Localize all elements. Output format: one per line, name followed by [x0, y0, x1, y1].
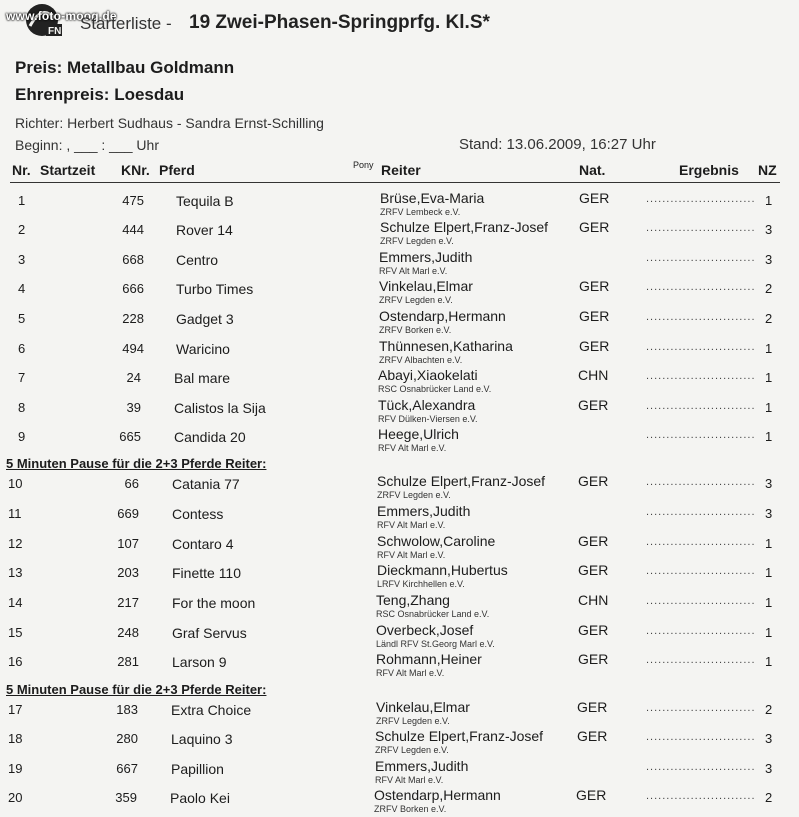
row-knr: 107: [117, 536, 139, 551]
row-nat: GER: [576, 787, 607, 803]
row-knr: 217: [117, 595, 139, 610]
row-reiter: Emmers,Judith: [375, 758, 469, 774]
table-row: [0, 562, 799, 592]
row-knr: 359: [115, 790, 137, 805]
row-reiter: Vinkelau,Elmar: [379, 278, 473, 294]
row-nr: 2: [18, 222, 26, 237]
row-reiter: Emmers,Judith: [379, 249, 473, 265]
row-knr: 667: [116, 761, 138, 776]
pause-note: 5 Minuten Pause für die 2+3 Pferde Reiter:: [6, 682, 267, 697]
row-nz: 3: [765, 761, 773, 776]
row-knr: 666: [122, 281, 144, 296]
row-club: ZRFV Lembeck e.V.: [380, 207, 461, 217]
row-nr: 3: [18, 252, 26, 267]
row-nz: 3: [765, 252, 773, 267]
row-pferd: Graf Servus: [172, 625, 247, 641]
row-nz: 1: [765, 536, 773, 551]
row-pferd: Finette 110: [172, 565, 242, 581]
row-reiter: Schulze Elpert,Franz-Josef: [377, 473, 546, 489]
row-reiter: Vinkelau,Elmar: [376, 699, 470, 715]
row-nr: 19: [8, 761, 23, 776]
row-ergebnis: ...........................: [646, 731, 756, 743]
table-row: [0, 622, 799, 652]
row-nr: 17: [8, 702, 23, 717]
row-knr: 665: [119, 429, 141, 444]
row-knr: 494: [122, 341, 144, 356]
row-nat: GER: [579, 308, 610, 324]
row-ergebnis: ...........................: [646, 476, 756, 488]
row-nr: 20: [8, 790, 23, 805]
row-ergebnis: ...........................: [646, 193, 756, 205]
header-knr: KNr.: [121, 162, 150, 178]
row-nz: 3: [765, 731, 773, 746]
row-nat: GER: [578, 562, 609, 578]
row-nr: 8: [18, 400, 26, 415]
row-knr: 669: [117, 506, 139, 521]
table-row: [0, 758, 799, 788]
row-nz: 3: [765, 222, 773, 237]
row-nz: 2: [765, 281, 773, 296]
row-ergebnis: ...........................: [646, 222, 756, 234]
row-nz: 3: [765, 506, 773, 521]
row-nz: 1: [765, 400, 773, 415]
row-club: RFV Dülken-Viersen e.V.: [378, 414, 478, 424]
row-reiter: Ostendarp,Hermann: [379, 308, 506, 324]
row-reiter: Heege,Ulrich: [378, 426, 459, 442]
page-title: 19 Zwei-Phasen-Springprfg. Kl.S*: [189, 12, 490, 33]
row-pferd: Laquino 3: [171, 731, 233, 747]
row-nr: 12: [8, 536, 23, 551]
row-club: LRFV Kirchhellen e.V.: [377, 579, 465, 589]
header-pferd: Pferd: [159, 162, 195, 178]
row-nr: 14: [8, 595, 23, 610]
row-club: ZRFV Albachten e.V.: [379, 355, 463, 365]
row-reiter: Schwolow,Caroline: [377, 533, 496, 549]
row-pferd: Calistos la Sija: [174, 400, 266, 416]
row-knr: 183: [116, 702, 138, 717]
table-row: [0, 249, 799, 279]
table-row: [0, 533, 799, 563]
row-nr: 6: [18, 341, 26, 356]
row-knr: 248: [117, 625, 139, 640]
row-knr: 24: [126, 370, 141, 385]
table-row: [0, 397, 799, 427]
preis-heading: Preis: Metallbau Goldmann: [15, 58, 235, 77]
row-ergebnis: ...........................: [646, 536, 756, 548]
row-pferd: For the moon: [172, 595, 256, 611]
row-nat: GER: [577, 728, 608, 744]
row-knr: 280: [116, 731, 138, 746]
row-nr: 11: [8, 506, 22, 521]
row-club: RFV Alt Marl e.V.: [376, 668, 445, 678]
row-pferd: Rover 14: [176, 222, 233, 238]
row-pferd: Contaro 4: [172, 536, 234, 552]
row-club: RFV Alt Marl e.V.: [377, 520, 446, 530]
header-reiter: Reiter: [381, 162, 421, 178]
row-pferd: Catania 77: [172, 476, 240, 492]
row-club: RFV Alt Marl e.V.: [379, 266, 448, 276]
table-row: [0, 787, 799, 817]
row-nz: 1: [765, 429, 773, 444]
header-nz: NZ: [758, 162, 777, 178]
row-ergebnis: ...........................: [646, 565, 756, 577]
header-ergebnis: Ergebnis: [679, 162, 739, 178]
table-row: [0, 426, 799, 456]
row-nz: 2: [765, 311, 773, 326]
row-reiter: Abayi,Xiaokelati: [378, 367, 478, 383]
row-nat: GER: [578, 622, 609, 638]
row-reiter: Schulze Elpert,Franz-Josef: [380, 219, 549, 235]
row-club: ZRFV Legden e.V.: [379, 295, 453, 305]
row-reiter: Rohmann,Heiner: [376, 651, 482, 667]
row-nat: GER: [578, 651, 609, 667]
header-startzeit: Startzeit: [40, 162, 96, 178]
row-nz: 1: [765, 341, 773, 356]
row-club: RSC Osnabrücker Land e.V.: [376, 609, 490, 619]
row-nat: GER: [579, 338, 610, 354]
row-nr: 4: [18, 281, 26, 296]
row-club: RFV Alt Marl e.V.: [375, 775, 444, 785]
row-ergebnis: ...........................: [646, 341, 756, 353]
row-pferd: Waricino: [176, 341, 230, 357]
table-row: [0, 651, 799, 681]
row-club: ZRFV Borken e.V.: [379, 325, 452, 335]
row-pferd: Candida 20: [174, 429, 246, 445]
row-nat: GER: [579, 219, 610, 235]
row-pferd: Turbo Times: [176, 281, 254, 297]
table-row: [0, 367, 799, 397]
row-club: RFV Alt Marl e.V.: [378, 443, 447, 453]
row-nr: 13: [8, 565, 23, 580]
row-pferd: Paolo Kei: [170, 790, 230, 806]
row-club: RSC Osnabrücker Land e.V.: [378, 384, 492, 394]
row-nat: GER: [577, 699, 608, 715]
row-ergebnis: ...........................: [646, 400, 756, 412]
header-nat: Nat.: [579, 162, 606, 178]
row-pferd: Larson 9: [172, 654, 227, 670]
row-nat: GER: [579, 190, 610, 206]
row-pferd: Papillion: [171, 761, 224, 777]
row-knr: 39: [126, 400, 141, 415]
row-nz: 1: [765, 595, 773, 610]
row-knr: 444: [122, 222, 144, 237]
watermark: www.foto-moog.de: [6, 9, 117, 23]
row-club: ZRFV Borken e.V.: [374, 804, 447, 814]
row-nat: GER: [578, 533, 609, 549]
table-row: [0, 338, 799, 368]
row-nr: 1: [18, 193, 26, 208]
row-nz: 1: [765, 625, 773, 640]
richter-line: Richter: Herbert Sudhaus - Sandra Ernst-Schilling: [15, 115, 324, 131]
row-reiter: Ostendarp,Hermann: [374, 787, 501, 803]
row-nr: 10: [8, 476, 23, 491]
row-knr: 66: [124, 476, 139, 491]
row-ergebnis: ...........................: [646, 790, 756, 802]
pause-note: 5 Minuten Pause für die 2+3 Pferde Reiter:: [6, 456, 267, 471]
row-ergebnis: ...........................: [646, 281, 756, 293]
row-pferd: Centro: [176, 252, 219, 268]
header-divider: [10, 182, 780, 183]
row-ergebnis: ...........................: [646, 311, 756, 323]
row-ergebnis: ...........................: [646, 506, 756, 518]
row-nr: 5: [18, 311, 26, 326]
row-ergebnis: ...........................: [646, 429, 756, 441]
row-knr: 668: [122, 252, 144, 267]
row-nr: 18: [8, 731, 23, 746]
row-club: ZRFV Legden e.V.: [375, 745, 449, 755]
row-nat: GER: [579, 278, 610, 294]
row-nz: 2: [765, 790, 773, 805]
row-club: ZRFV Legden e.V.: [376, 716, 450, 726]
row-reiter: Thünnesen,Katharina: [379, 338, 513, 354]
table-row: [0, 503, 799, 533]
row-club: ZRFV Legden e.V.: [377, 490, 451, 500]
row-pferd: Extra Choice: [171, 702, 252, 718]
row-nat: CHN: [578, 367, 609, 383]
row-reiter: Dieckmann,Hubertus: [377, 562, 508, 578]
row-nr: 7: [18, 370, 26, 385]
row-club: ZRFV Legden e.V.: [380, 236, 454, 246]
row-nz: 3: [765, 476, 773, 491]
row-nr: 16: [8, 654, 23, 669]
svg-text:FN: FN: [48, 26, 62, 37]
table-row: [0, 219, 799, 249]
row-reiter: Overbeck,Josef: [376, 622, 474, 638]
row-nr: 9: [18, 429, 26, 444]
row-ergebnis: ...........................: [646, 625, 756, 637]
row-reiter: Brüse,Eva-Maria: [380, 190, 485, 206]
row-pferd: Tequila B: [176, 193, 234, 209]
row-knr: 228: [122, 311, 144, 326]
header-pony: Pony: [353, 160, 374, 170]
row-reiter: Teng,Zhang: [376, 592, 450, 608]
row-pferd: Contess: [172, 506, 224, 522]
header-nr: Nr.: [12, 162, 31, 178]
row-pferd: Bal mare: [174, 370, 231, 386]
row-reiter: Tück,Alexandra: [378, 397, 476, 413]
row-reiter: Emmers,Judith: [377, 503, 471, 519]
row-nat: GER: [578, 473, 609, 489]
row-club: RFV Alt Marl e.V.: [377, 550, 446, 560]
row-knr: 203: [117, 565, 139, 580]
row-ergebnis: ...........................: [646, 595, 756, 607]
row-nz: 2: [765, 702, 773, 717]
row-ergebnis: ...........................: [646, 370, 756, 382]
row-reiter: Schulze Elpert,Franz-Josef: [375, 728, 544, 744]
table-row: [0, 308, 799, 338]
row-nz: 1: [765, 654, 773, 669]
row-nat: CHN: [578, 592, 609, 608]
row-nz: 1: [765, 370, 773, 385]
title-label: Starterliste -: [80, 14, 172, 33]
ehrenpreis-heading: Ehrenpreis: Loesdau: [15, 85, 185, 104]
beginn-line: Beginn: , ___ : ___ Uhr: [15, 137, 159, 153]
stand-line: Stand: 13.06.2009, 16:27 Uhr: [459, 136, 656, 153]
row-knr: 281: [117, 654, 139, 669]
row-ergebnis: ...........................: [646, 702, 756, 714]
table-row: [0, 473, 799, 503]
row-ergebnis: ...........................: [646, 252, 756, 264]
row-nz: 1: [765, 565, 773, 580]
table-row: [0, 699, 799, 729]
table-row: [0, 592, 799, 622]
table-row: [0, 278, 799, 308]
row-nr: 15: [8, 625, 23, 640]
row-ergebnis: ...........................: [646, 654, 756, 666]
row-nz: 1: [765, 193, 773, 208]
row-knr: 475: [122, 193, 144, 208]
row-club: Ländl RFV St.Georg Marl e.V.: [376, 639, 495, 649]
table-row: [0, 728, 799, 758]
row-nat: GER: [578, 397, 609, 413]
table-row: [0, 190, 799, 220]
row-ergebnis: ...........................: [646, 761, 756, 773]
row-pferd: Gadget 3: [176, 311, 234, 327]
